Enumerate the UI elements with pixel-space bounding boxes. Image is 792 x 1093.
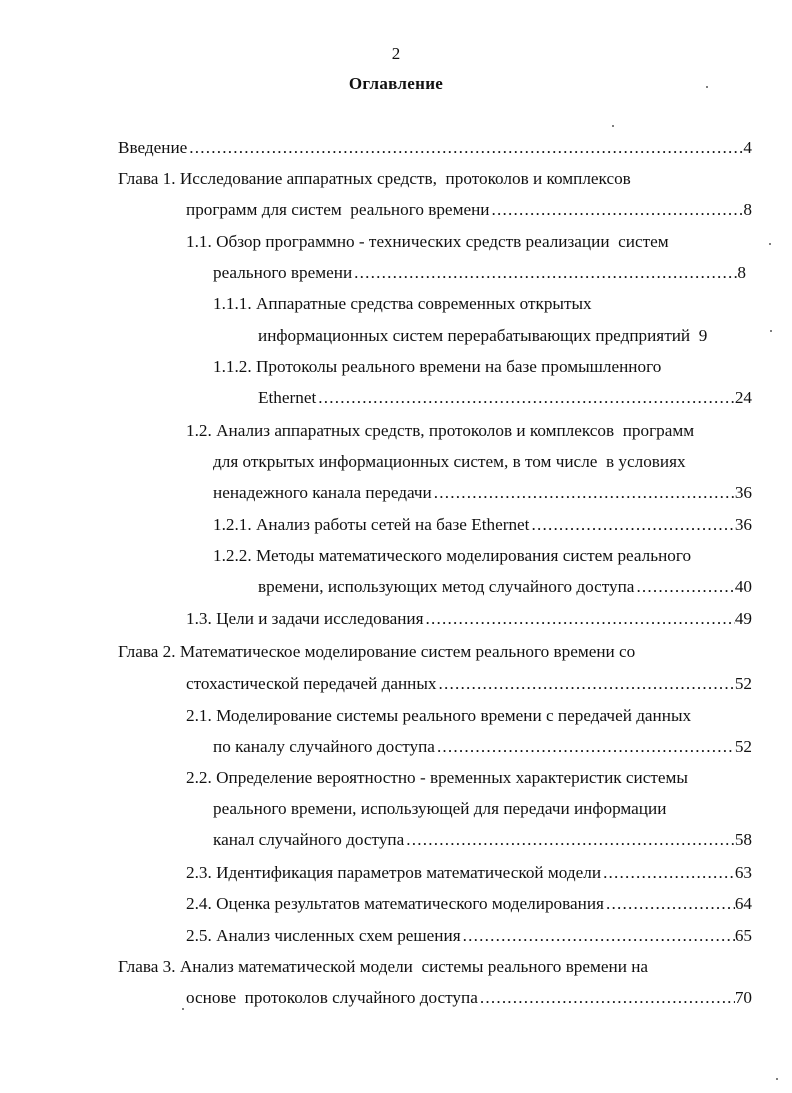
dot-leader — [489, 199, 743, 221]
toc-entry-text: 1.2.1. Анализ работы сетей на базе Ethernet — [213, 515, 530, 534]
toc-section-1-1-1-line-2 — [258, 325, 752, 347]
toc-section-1-2-2-line-2 — [258, 576, 752, 598]
toc-section-2-2-line-2 — [213, 798, 753, 820]
toc-section-2-2-line-3 — [213, 829, 752, 851]
toc-section-1-1-1-line-1 — [213, 293, 753, 315]
scan-speck — [769, 243, 771, 245]
toc-entry-text: 2.1. Моделирование системы реального времени с передачей данных — [186, 706, 692, 725]
toc-entry-text: реального времени — [213, 263, 353, 282]
toc-entry-intro — [118, 137, 752, 159]
toc-page-number: 24 — [734, 388, 752, 407]
scan-speck — [776, 1078, 778, 1080]
toc-entry-text: времени, использующих метод случайного доступа — [258, 577, 635, 596]
toc-entry-text: канал случайного доступа — [213, 830, 405, 849]
toc-chapter-1-line-1 — [118, 168, 758, 190]
dot-leader — [529, 514, 734, 536]
toc-page-number: 36 — [734, 483, 752, 502]
toc-section-2-1-line-1 — [186, 705, 756, 727]
dot-leader — [634, 576, 734, 598]
dot-leader — [478, 987, 735, 1009]
toc-entry-text: 1.1.2. Протоколы реального времени на базе промышленного — [213, 357, 662, 376]
dot-leader — [437, 673, 735, 695]
dot-leader — [461, 925, 735, 947]
toc-page-number: 52 — [734, 737, 752, 756]
dot-leader — [432, 482, 735, 504]
toc-page-number: 64 — [734, 894, 752, 913]
toc-page-number: 52 — [734, 674, 752, 693]
page-title: Оглавление — [348, 74, 444, 93]
toc-section-2-5 — [186, 925, 752, 947]
dot-leader — [316, 387, 735, 409]
toc-page-number: 49 — [734, 609, 752, 628]
dot-leader — [601, 862, 735, 884]
scan-speck — [770, 330, 772, 332]
toc-entry-text: ненадежного канала передачи — [213, 483, 432, 502]
toc-entry-text: 1.2.2. Методы математического моделирования систем реального — [213, 546, 692, 565]
toc-entry-text: Глава 3. Анализ математической модели системы реального времени на — [118, 957, 649, 976]
toc-section-1-2-2-line-1 — [213, 545, 753, 567]
toc-chapter-2-line-1 — [118, 641, 758, 663]
toc-entry-text: 1.1.1. Аппаратные средства современных открытых — [213, 294, 592, 313]
toc-entry-text: программ для систем реального времени — [186, 200, 490, 219]
toc-page-number: 8 — [737, 263, 746, 282]
toc-section-1-1-line-1 — [186, 231, 752, 253]
toc-section-1-1-2-line-1 — [213, 356, 753, 378]
toc-section-1-3 — [186, 608, 752, 630]
scan-speck — [612, 125, 614, 127]
toc-section-2-4 — [186, 893, 752, 915]
toc-entry-text: стохастической передачей данных — [186, 674, 437, 693]
toc-page-number: 40 — [734, 577, 752, 596]
toc-page-number: 70 — [734, 988, 752, 1007]
dot-leader — [604, 893, 735, 915]
toc-entry-text: Введение — [118, 138, 188, 157]
dot-leader — [352, 262, 737, 284]
toc-entry-text: 2.4. Оценка результатов математического моделирования — [186, 894, 604, 913]
dot-leader — [435, 736, 735, 758]
toc-chapter-2-line-2 — [186, 673, 752, 695]
toc-chapter-3-line-1 — [118, 956, 758, 978]
toc-section-1-1-line-2 — [213, 262, 746, 284]
dot-leader — [187, 137, 743, 159]
toc-entry-text: 2.5. Анализ численных схем решения — [186, 926, 461, 945]
toc-entry-text: 2.2. Определение вероятностно - временных характеристик системы — [186, 768, 688, 787]
toc-page-number: 63 — [734, 863, 752, 882]
toc-entry-text: информационных систем перерабатывающих предприятий — [258, 326, 691, 345]
toc-page-number: 9 — [698, 326, 708, 345]
toc-entry-text: 1.1. Обзор программно - технических средств реализации систем — [186, 232, 669, 251]
toc-page-number: 36 — [734, 515, 752, 534]
toc-section-1-2-line-1 — [186, 420, 756, 442]
toc-entry-text: для открытых информационных систем, в том числе в условиях — [213, 452, 686, 471]
toc-section-1-1-2-line-2 — [258, 387, 752, 409]
toc-entry-text: основе протоколов случайного доступа — [186, 988, 478, 1007]
toc-page-number: 58 — [734, 830, 752, 849]
scan-speck — [182, 1008, 184, 1010]
toc-page-number: 8 — [743, 200, 752, 219]
toc-section-2-1-line-2 — [213, 736, 752, 758]
toc-section-2-2-line-1 — [186, 767, 756, 789]
toc-section-1-2-line-2 — [213, 451, 753, 473]
dot-leader — [424, 608, 735, 630]
toc-page-number: 4 — [743, 138, 752, 157]
toc-entry-text: 2.3. Идентификация параметров математической модели — [186, 863, 602, 882]
toc-entry-text: реального времени, использующей для передачи информации — [213, 799, 667, 818]
toc-section-1-2-1 — [213, 514, 752, 536]
toc-entry-text: по каналу случайного доступа — [213, 737, 435, 756]
toc-section-2-3 — [186, 862, 752, 884]
toc-chapter-1-line-2 — [186, 199, 752, 221]
toc-section-1-2-line-3 — [213, 482, 752, 504]
toc-entry-text: Ethernet — [258, 388, 317, 407]
toc-entry-text: Глава 2. Математическое моделирование систем реального времени со — [118, 642, 636, 661]
dot-leader — [404, 829, 735, 851]
toc-entry-text: 1.3. Цели и задачи исследования — [186, 609, 424, 628]
toc-page-number: 65 — [734, 926, 752, 945]
scan-speck — [706, 86, 708, 88]
toc-chapter-3-line-2 — [186, 987, 752, 1009]
toc-entry-text: Глава 1. Исследование аппаратных средств, протоколов и комплексов — [118, 169, 631, 188]
toc-entry-text: 1.2. Анализ аппаратных средств, протоколов и комплексов программ — [186, 421, 695, 440]
page-number: 2 — [391, 44, 401, 63]
